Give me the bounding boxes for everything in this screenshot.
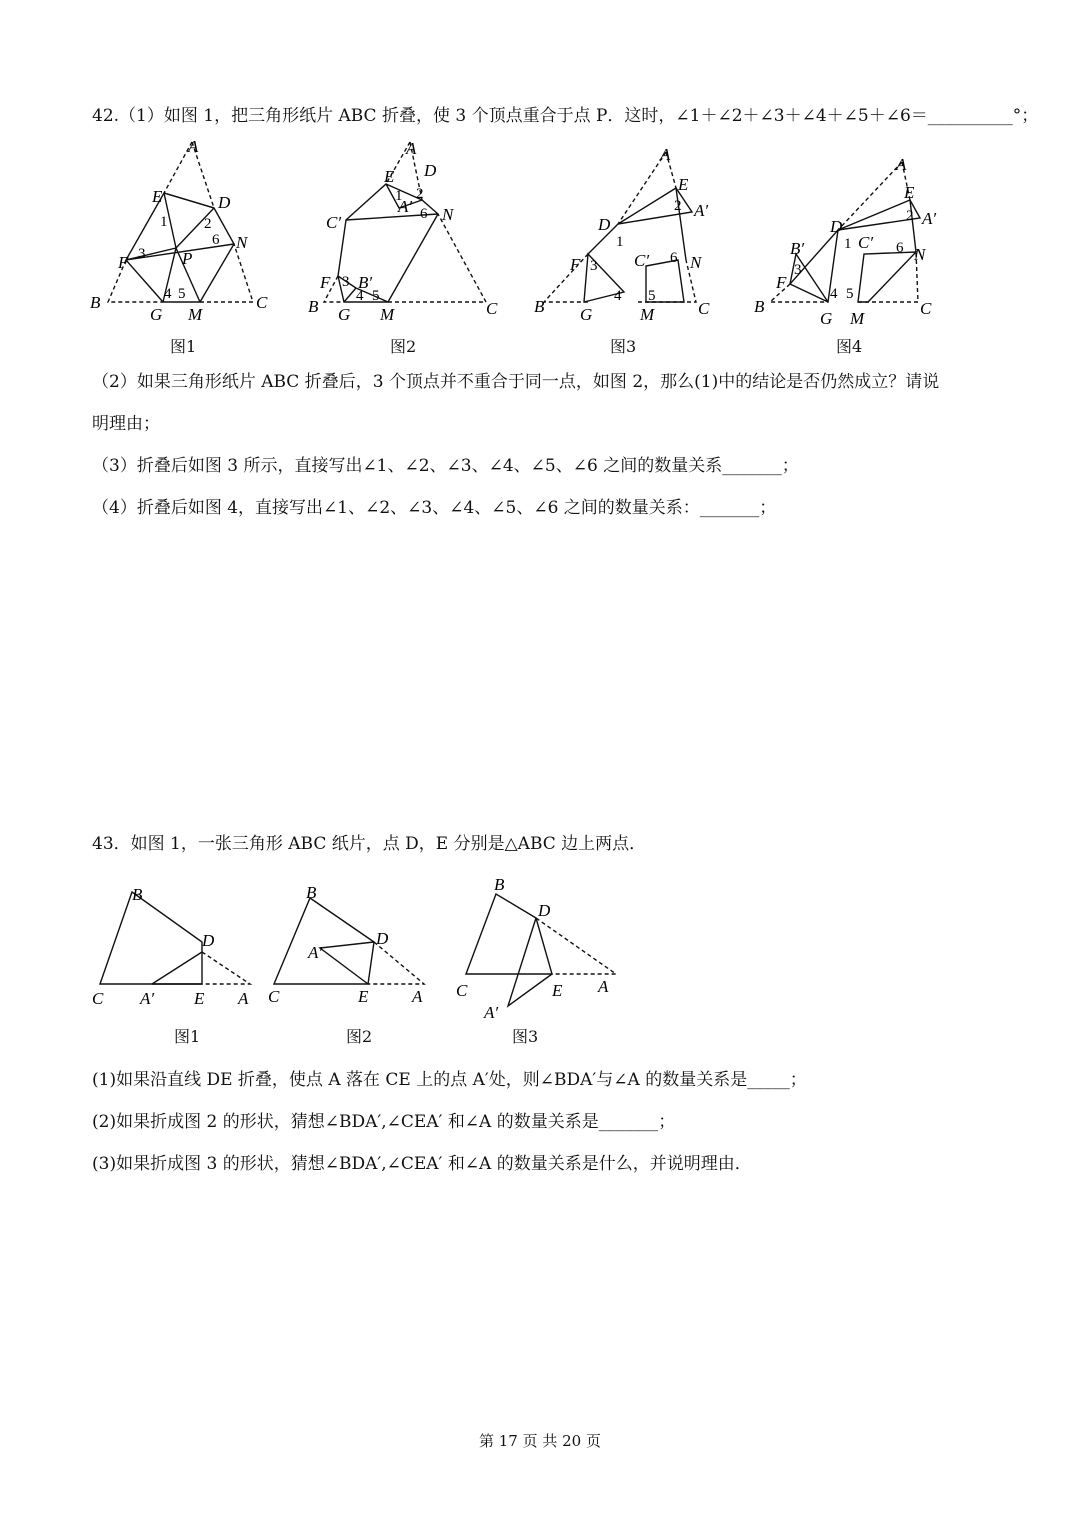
q42-figure-2 — [306, 136, 506, 326]
q43-figure-3 — [452, 872, 622, 1022]
fig4-angle-6: 6 — [896, 240, 904, 256]
q43-caption-1: 图1 — [174, 1027, 201, 1046]
fig1-angle-1: 1 — [160, 214, 168, 230]
fig3-label-D: D — [598, 215, 611, 234]
fig4-label-D: D — [830, 217, 843, 236]
fig4-label-C: C — [920, 299, 932, 318]
fig3-label-Cp: C′ — [634, 251, 650, 270]
fig3-angle-6: 6 — [670, 250, 678, 266]
fig2-label-E: E — [384, 167, 395, 186]
fig4-angle-2: 2 — [906, 208, 914, 224]
fig4-label-G: G — [820, 309, 833, 328]
fig2-label-Bp: B′ — [358, 273, 373, 292]
fig1-angle-3: 3 — [138, 246, 146, 262]
fig2-label-G: G — [338, 305, 351, 324]
q42-figure-4 — [750, 136, 960, 326]
q43-figure-2 — [264, 876, 434, 1010]
q43-fig2-label-E: E — [358, 987, 369, 1006]
fig1-label-B: B — [90, 293, 101, 312]
fig4-label-Ap: A′ — [922, 209, 937, 228]
fig3-angle-2: 2 — [674, 198, 682, 214]
fig2-angle-4: 4 — [356, 288, 364, 304]
fig4-label-F: F — [776, 273, 787, 292]
fig3-label-F: F — [570, 255, 581, 274]
q42-figure-1 — [88, 136, 288, 326]
fig2-label-A: A — [406, 139, 417, 158]
fig4-angle-3: 3 — [794, 262, 802, 278]
q42-figure-3 — [528, 136, 728, 326]
fig1-label-N: N — [236, 233, 248, 252]
q43-fig2-label-D: D — [376, 929, 389, 948]
q43-caption-3: 图3 — [512, 1027, 539, 1046]
q42-part4: （4）折叠后如图 4，直接写出∠1、∠2、∠3、∠4、∠5、∠6 之间的数量关系：_______； — [92, 498, 777, 518]
fig1-angle-5: 5 — [178, 286, 186, 302]
fig1-label-D: D — [218, 193, 231, 212]
fig1-label-E: E — [152, 187, 163, 206]
q43-fig3-label-B: B — [494, 875, 505, 894]
q43-fig1-label-B: B — [132, 885, 143, 904]
q42-caption-1: 图1 — [170, 337, 197, 356]
fig3-label-G: G — [580, 305, 593, 324]
fig2-label-D: D — [424, 161, 437, 180]
fig2-label-B: B — [308, 297, 319, 316]
fig2-label-M: M — [380, 305, 395, 324]
fig2-label-N: N — [442, 205, 454, 224]
fig4-label-Bp: B′ — [790, 239, 805, 258]
fig1-angle-4: 4 — [164, 286, 172, 302]
fig4-label-A: A — [896, 155, 907, 174]
q42-intro: 42.（1）如图 1，把三角形纸片 ABC 折叠，使 3 个顶点重合于点 P．这时，∠1＋∠2＋∠3＋∠4＋∠5＋∠6＝__________°； — [92, 106, 1039, 126]
fig1-angle-6: 6 — [212, 232, 220, 248]
fig4-label-B: B — [754, 297, 765, 316]
fig3-angle-3: 3 — [590, 258, 598, 274]
q43-fig3-label-C: C — [456, 981, 468, 1000]
fig3-label-C: C — [698, 299, 710, 318]
fig4-label-Cp: C′ — [858, 233, 874, 252]
q42-caption-3: 图3 — [610, 337, 637, 356]
q43-part3: (3)如果折成图 3 的形状，猜想∠BDA′,∠CEA′ 和∠A 的数量关系是什么，并说明理由． — [92, 1154, 752, 1174]
q43-part2: (2)如果折成图 2 的形状，猜想∠BDA′,∠CEA′ 和∠A 的数量关系是_______； — [92, 1112, 676, 1132]
fig3-label-B: B — [534, 297, 545, 316]
q43-part1: (1)如果沿直线 DE 折叠，使点 A 落在 CE 上的点 A′处，则∠BDA′与∠A 的数量关系是_____； — [92, 1070, 807, 1090]
fig4-label-M: M — [850, 309, 865, 328]
q43-fig3-label-A: A — [598, 977, 609, 996]
q42-caption-2: 图2 — [390, 337, 417, 356]
fig2-label-C: C — [486, 299, 498, 318]
fig1-label-M: M — [188, 305, 203, 324]
fig1-label-F: F — [118, 253, 129, 272]
q43-caption-2: 图2 — [346, 1027, 373, 1046]
fig3-label-M: M — [640, 305, 655, 324]
fig2-label-Ap: A′ — [398, 197, 413, 216]
q42-part2-line2: 明理由； — [92, 414, 160, 434]
q43-fig2-label-C: C — [268, 987, 280, 1006]
q42-part2-line1: （2）如果三角形纸片 ABC 折叠后，3 个顶点并不重合于同一点，如图 2，那么(1)中的结论是否仍然成立？请说 — [92, 372, 940, 392]
fig4-label-E: E — [904, 183, 915, 202]
page-footer: 第 17 页 共 20 页 — [478, 1432, 601, 1450]
fig4-angle-1: 1 — [844, 236, 852, 252]
q43-fig3-label-D: D — [538, 901, 551, 920]
fig3-label-A: A — [660, 145, 671, 164]
fig4-angle-4: 4 — [830, 286, 838, 302]
fig2-angle-2: 2 — [416, 186, 424, 202]
q43-fig3-label-E: E — [552, 981, 563, 1000]
fig4-angle-5: 5 — [846, 286, 854, 302]
q43-intro: 43．如图 1，一张三角形 ABC 纸片，点 D，E 分别是△ABC 边上两点． — [92, 834, 647, 854]
q42-caption-4: 图4 — [836, 337, 863, 356]
fig2-label-Cp: C′ — [326, 213, 342, 232]
q43-figure-1 — [90, 880, 260, 1010]
q43-fig1-label-D: D — [202, 931, 215, 950]
q43-fig1-label-Ap: A′ — [140, 989, 155, 1008]
q43-fig1-label-C: C — [92, 989, 104, 1008]
fig1-label-P: P — [182, 249, 193, 268]
q43-fig1-label-A: A — [238, 989, 249, 1008]
fig1-label-A: A — [188, 137, 199, 156]
fig3-label-E: E — [678, 175, 689, 194]
fig2-angle-3: 3 — [342, 274, 350, 290]
fig2-angle-6: 6 — [420, 206, 428, 222]
fig3-angle-4: 4 — [614, 288, 622, 304]
fig3-angle-5: 5 — [648, 288, 656, 304]
fig3-label-Ap: A′ — [694, 201, 709, 220]
q43-fig2-label-B: B — [306, 883, 317, 902]
q43-fig2-label-Ap: A′ — [308, 943, 323, 962]
q43-fig2-label-A: A — [412, 987, 423, 1006]
q42-part3: （3）折叠后如图 3 所示，直接写出∠1、∠2、∠3、∠4、∠5、∠6 之间的数量关系_______； — [92, 456, 799, 476]
fig4-label-N: N — [914, 245, 926, 264]
fig3-label-N: N — [690, 253, 702, 272]
fig1-label-G: G — [150, 305, 163, 324]
fig1-angle-2: 2 — [204, 216, 212, 232]
fig2-angle-5: 5 — [372, 288, 380, 304]
fig1-label-C: C — [256, 293, 268, 312]
fig2-angle-1: 1 — [395, 188, 403, 204]
fig2-label-F: F — [320, 273, 331, 292]
q43-fig1-label-E: E — [194, 989, 205, 1008]
fig3-angle-1: 1 — [616, 234, 624, 250]
q43-fig3-label-Ap: A′ — [484, 1003, 499, 1022]
